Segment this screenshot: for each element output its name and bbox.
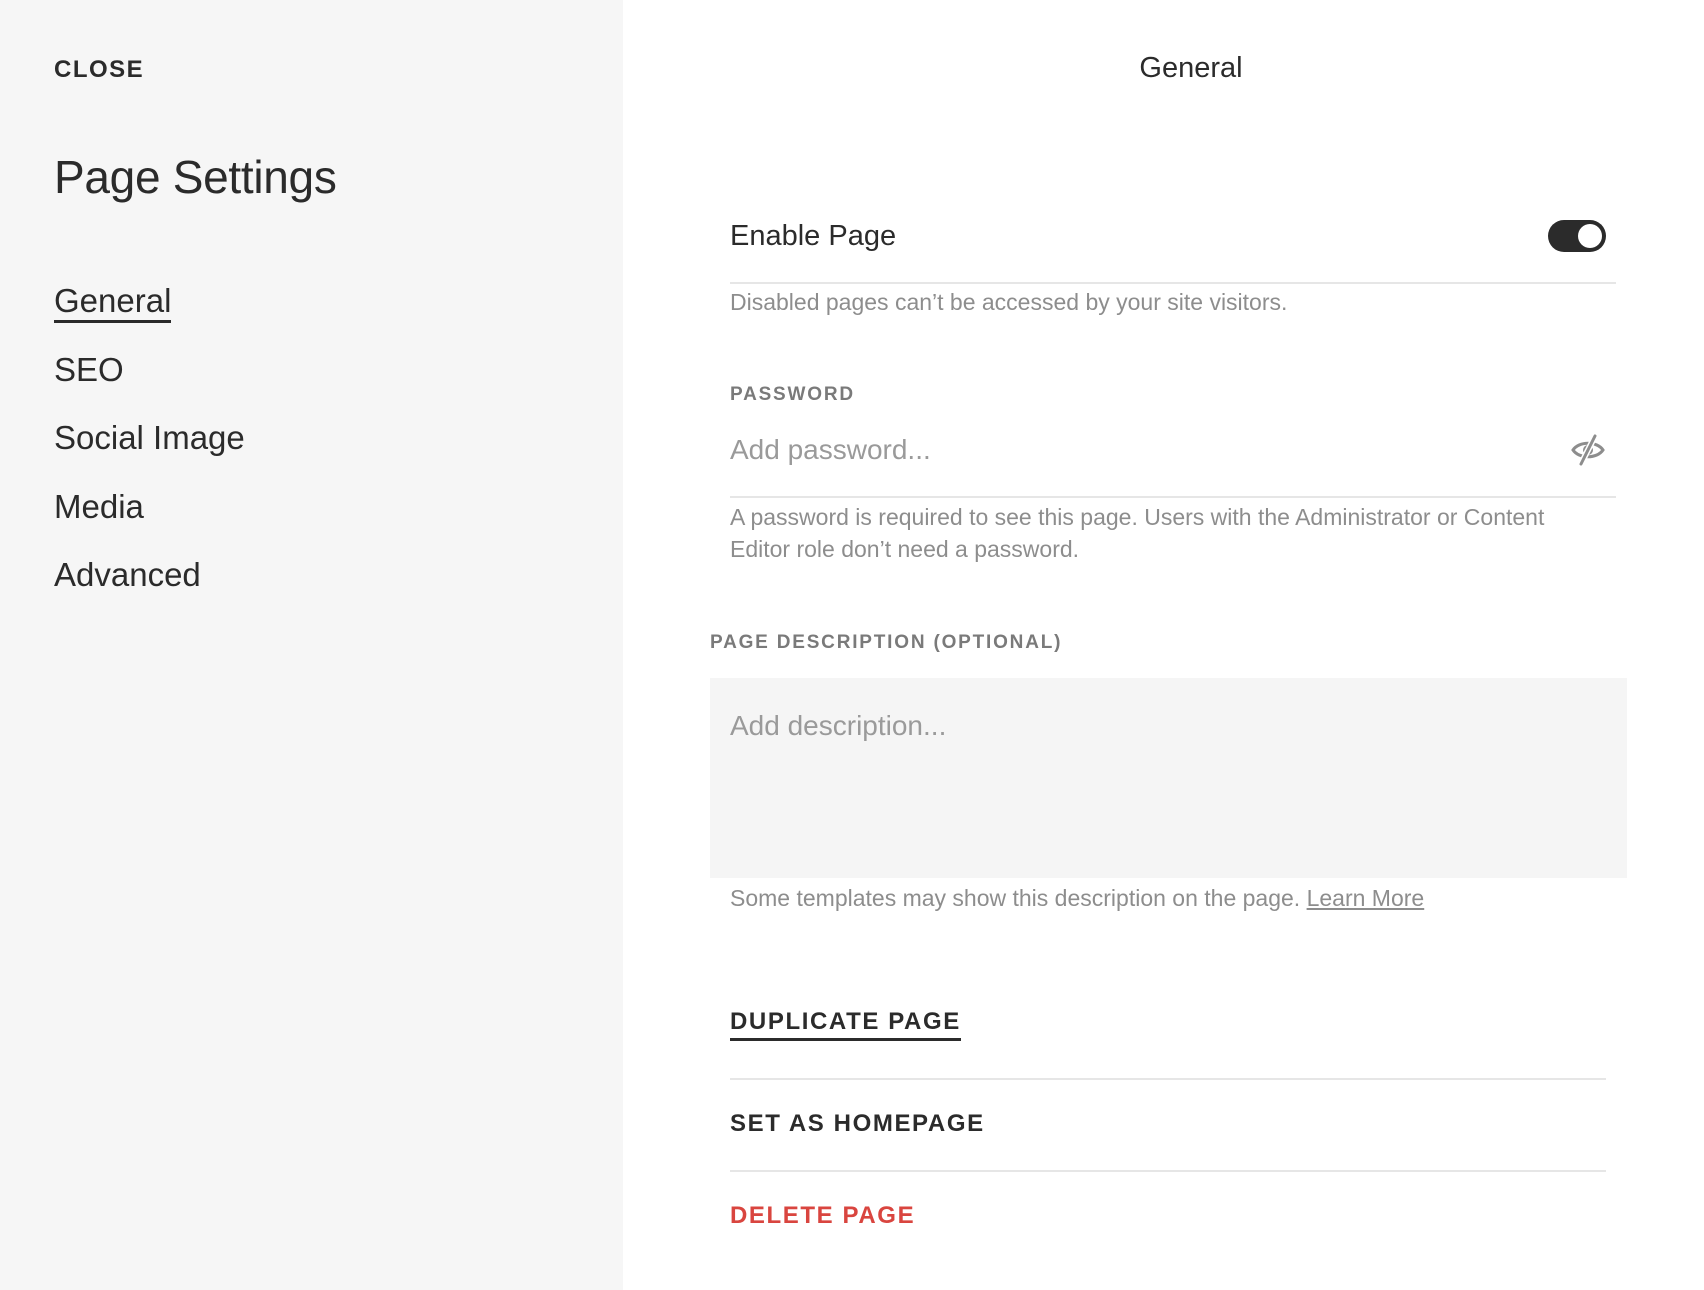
delete-page-button[interactable]: [730, 1172, 1606, 1262]
learn-more-link[interactable]: Learn More: [1306, 885, 1425, 911]
nav-item-label: Advanced: [54, 556, 201, 593]
password-label: PASSWORD: [730, 384, 855, 405]
nav-item-seo[interactable]: [54, 347, 124, 416]
panel-title: General: [1139, 52, 1243, 84]
description-input[interactable]: [730, 710, 1600, 860]
description-box: [710, 678, 1627, 878]
set-as-homepage-label: SET AS HOMEPAGE: [730, 1110, 985, 1137]
page-actions: [730, 990, 1606, 1262]
settings-panel: [623, 0, 1704, 1290]
nav-item-label: Social Image: [54, 419, 245, 456]
set-as-homepage-button[interactable]: [730, 1080, 1606, 1172]
page-title: Page Settings: [54, 151, 337, 203]
duplicate-page-button[interactable]: [730, 990, 1606, 1080]
description-help: [730, 882, 1424, 914]
description-label: PAGE DESCRIPTION (OPTIONAL): [710, 632, 1063, 653]
duplicate-page-label: DUPLICATE PAGE: [730, 1008, 961, 1041]
settings-nav: [54, 278, 245, 621]
eye-off-icon[interactable]: [1570, 432, 1606, 468]
nav-item-media[interactable]: [54, 484, 144, 553]
enable-page-toggle[interactable]: [1548, 220, 1606, 252]
enable-page-row: [730, 212, 1616, 284]
nav-item-social-image[interactable]: [54, 415, 245, 484]
nav-item-general[interactable]: [54, 278, 171, 347]
nav-item-advanced[interactable]: [54, 552, 201, 621]
nav-item-label: SEO: [54, 350, 124, 388]
nav-item-label: Media: [54, 487, 144, 525]
toggle-knob: [1578, 224, 1602, 248]
enable-page-label: Enable Page: [730, 220, 897, 252]
enable-page-help: Disabled pages can’t be accessed by your site visitors.: [730, 289, 1288, 315]
close-button[interactable]: CLOSE: [54, 56, 145, 83]
password-input[interactable]: [730, 428, 1530, 472]
delete-page-label: DELETE PAGE: [730, 1202, 916, 1229]
description-help-text: Some templates may show this description on the page.: [730, 885, 1301, 911]
sidebar: [0, 0, 623, 1290]
nav-item-label: General: [54, 282, 171, 323]
password-help: A password is required to see this page. Users with the Administrator or Content Editor role don’t need a password.: [730, 504, 1545, 562]
password-row: [730, 424, 1616, 498]
